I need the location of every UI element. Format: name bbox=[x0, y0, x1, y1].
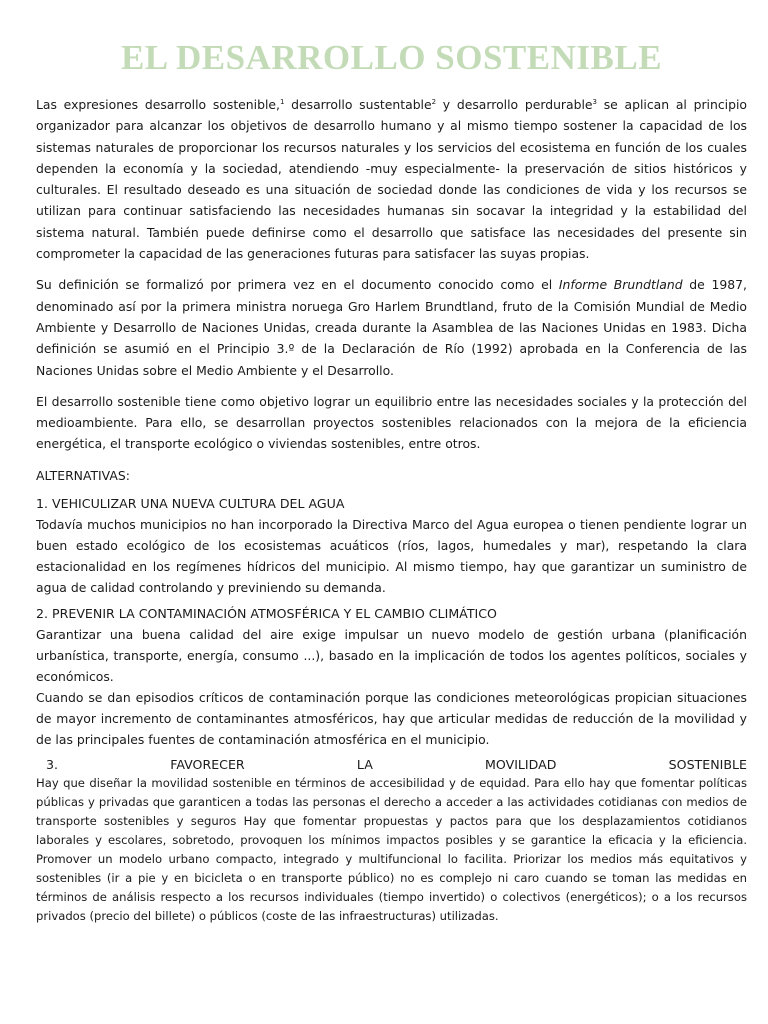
section-pollution-text-2: Cuando se dan episodios críticos de contaminación porque las condiciones meteorológicas propician situaciones de mayor incremento de contaminantes atmosféricos, hay que articular medidas de reducción de la movilidad y de las principales fuentes de contaminación atmosférica en el municipio. bbox=[36, 689, 747, 747]
objective-paragraph: El desarrollo sostenible tiene como objetivo lograr un equilibrio entre las necesidades sociales y la protección del medioambiente. Para ello, se desarrollan proyectos sostenibles relacionados con la mejora de la eficiencia energética, el transporte ecológico o viviendas sostenibles, entre otros. bbox=[36, 393, 747, 452]
section-pollution-text-1: Garantizar una buena calidad del aire exige impulsar un nuevo modelo de gestión urbana (planificación urbanística, transporte, energía, consumo ...), basado en la implicación de todos los agentes políticos, sociales y económicos. bbox=[36, 626, 747, 684]
mobility-title-word: SOSTENIBLE bbox=[668, 756, 747, 772]
alternatives-heading: ALTERNATIVAS: bbox=[36, 467, 130, 483]
section-mobility-title bbox=[36, 756, 747, 774]
intro-text-2: desarrollo sustentable bbox=[284, 97, 432, 112]
mobility-title-word: FAVORECER bbox=[170, 756, 245, 772]
section-water bbox=[36, 494, 747, 598]
definition-text-1: Su definición se formalizó por primera vez en el documento conocido como el bbox=[36, 277, 559, 293]
intro-text-3: y desarrollo perdurable bbox=[436, 97, 593, 112]
section-water-text: Todavía muchos municipios no han incorporado la Directiva Marco del Agua europea o tienen pendiente lograr un buen estado ecológico de los ecosistemas acuáticos (ríos, lagos, humedales y mar), respetando la clara estacionalidad en los regímenes hídricos del municipio. Al mismo tiempo, hay que garantizar un suministro de agua de calidad controlando y previniendo su demanda. bbox=[36, 516, 747, 595]
intro-text-1: Las expresiones desarrollo sostenible, bbox=[36, 97, 280, 112]
section-mobility bbox=[36, 756, 747, 926]
section-mobility-text: Hay que diseñar la movilidad sostenible en términos de accesibilidad y de equidad. Para ello hay que fomentar políticas públicas y privadas que garanticen a todas las personas el derecho a acceder a las actividades cotidianas con medios de transporte sostenibles y seguros Hay que fomentar propuestas y pactos para que los desplazamientos cotidianos laborales y escolares, sobretodo, provoquen los mínimos impactos posibles y se garantice la eficacia y la eficiencia. Promover un modelo urbano compacto, integrado y multifuncional lo facilita. Priorizar los medios más equitativos y sostenibles (ir a pie y en bicicleta o en transporte público) no es complejo ni caro cuando se toman las medidas en términos de análisis respecto a los recursos individuales (tiempo invertido) o colectivos (energéticos); o a los recursos privados (precio del billete) o públicos (coste de las infraestructuras) utilizadas. bbox=[36, 775, 747, 923]
definition-text-2: de 1987, denominado así por la primera ministra noruega Gro Harlem Brundtland, fruto de la Comisión Mundial de Medio Ambiente y Desarrollo de Naciones Unidas, creada durante la Asamblea de las Naciones Unidas en 1983. Dicha definición se asumió en el Principio 3.º de la Declaración de Río (1992) aprobada en la Conferencia de las Naciones Unidas sobre el Medio Ambiente y el Desarrollo. bbox=[36, 277, 747, 378]
mobility-title-word: LA bbox=[356, 756, 373, 772]
mobility-title-word: MOVILIDAD bbox=[485, 756, 557, 772]
footnote-ref-1[interactable]: 1 bbox=[279, 97, 285, 106]
document-title: EL DESARROLLO SOSTENIBLE bbox=[120, 38, 663, 77]
section-pollution bbox=[36, 604, 747, 750]
footnote-ref-2[interactable]: 2 bbox=[431, 97, 437, 106]
footnote-ref-3[interactable]: 3 bbox=[592, 97, 598, 106]
section-pollution-title: 2. PREVENIR LA CONTAMINACIÓN ATMOSFÉRICA Y EL CAMBIO CLIMÁTICO bbox=[36, 605, 497, 621]
brundtland-report-title: Informe Brundtland bbox=[558, 277, 683, 293]
mobility-title-word: 3. bbox=[46, 756, 59, 772]
intro-text-4: se aplican al principio organizador para alcanzar los objetivos de desarrollo humano y al mismo tiempo sostener la capacidad de los sistemas naturales de proporcionar los recursos naturales y los servicios del ecosistema en función de los cuales dependen la economía y la sociedad, atendiendo -muy especialmente- la preservación de sitios históricos y culturales. El resultado deseado es una situación de sociedad donde las condiciones de vida y los recursos se utilizan para continuar satisfaciendo las necesidades humanas sin socavar la integridad y la estabilidad del sistema natural. También puede definirse como el desarrollo que satisface las necesidades del presente sin comprometer la capacidad de las generaciones futuras para satisfacer las suyas propias. bbox=[36, 97, 747, 262]
intro-paragraph bbox=[36, 94, 747, 264]
definition-paragraph bbox=[36, 274, 747, 380]
document-page bbox=[36, 36, 747, 926]
section-water-title: 1. VEHICULIZAR UNA NUEVA CULTURA DEL AGUA bbox=[36, 495, 345, 511]
